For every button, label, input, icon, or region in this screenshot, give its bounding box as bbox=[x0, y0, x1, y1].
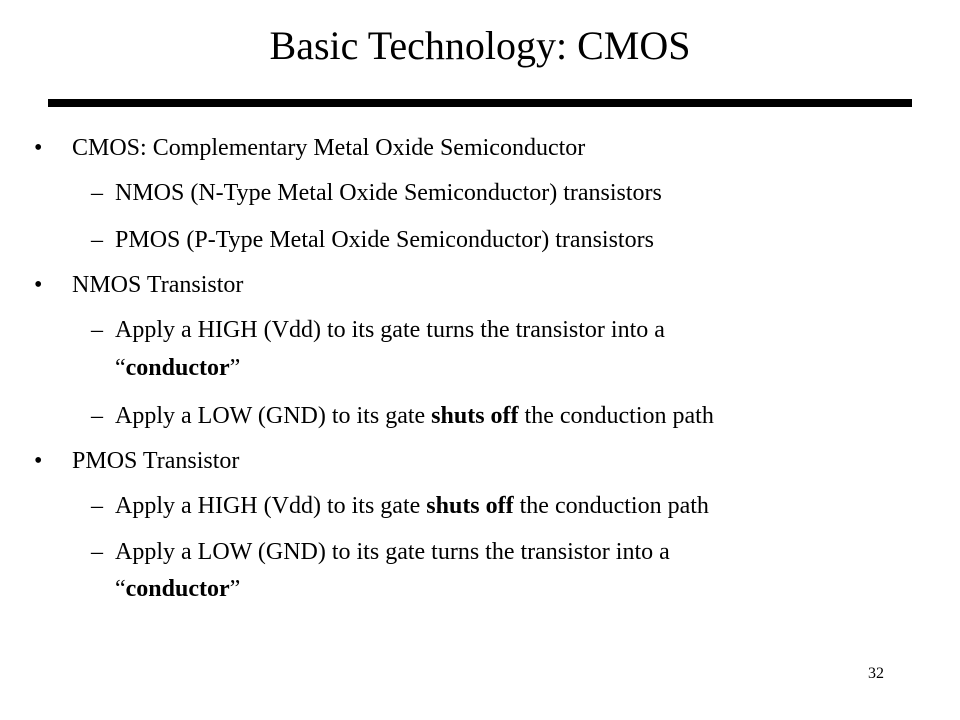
sub-bullet-pmos-high bbox=[115, 490, 709, 522]
dash-glyph: – bbox=[91, 317, 103, 343]
dash-glyph: – bbox=[91, 227, 103, 253]
bullet-pmos-transistor: PMOS Transistor bbox=[72, 448, 240, 474]
sub-bullet-nmos-low bbox=[115, 400, 714, 432]
emphasis-shuts-off: shuts off bbox=[431, 403, 519, 429]
sub-bullet-text-pre: Apply a LOW (GND) to its gate bbox=[115, 403, 432, 429]
bullet-glyph: • bbox=[34, 135, 43, 161]
sub-bullet-text: Apply a LOW (GND) to its gate turns the transistor into a bbox=[115, 539, 670, 565]
bullet-nmos-transistor: NMOS Transistor bbox=[72, 272, 244, 298]
sub-bullet-text-post: the conduction path bbox=[518, 403, 714, 429]
slide-title: Basic Technology: CMOS bbox=[269, 23, 691, 68]
sub-bullet-text-pre: Apply a HIGH (Vdd) to its gate bbox=[115, 493, 427, 519]
sub-bullet-pmos-low-cont bbox=[115, 573, 240, 605]
sub-bullet-nmos-transistors: NMOS (N-Type Metal Oxide Semiconductor) transistors bbox=[115, 180, 662, 206]
open-quote: “ bbox=[115, 576, 126, 602]
close-quote: ” bbox=[229, 355, 241, 381]
sub-bullet-text: Apply a HIGH (Vdd) to its gate turns the transistor into a bbox=[115, 317, 665, 343]
bullet-cmos: CMOS: Complementary Metal Oxide Semiconductor bbox=[72, 135, 586, 161]
emphasis-conductor: conductor bbox=[125, 576, 230, 602]
dash-glyph: – bbox=[91, 539, 103, 565]
dash-glyph: – bbox=[91, 493, 103, 519]
emphasis-shuts-off: shuts off bbox=[426, 493, 514, 519]
page-number: 32 bbox=[868, 665, 884, 682]
close-quote: ” bbox=[229, 576, 241, 602]
sub-bullet-text-post: the conduction path bbox=[513, 493, 709, 519]
bullet-glyph: • bbox=[34, 272, 43, 298]
emphasis-conductor: conductor bbox=[125, 355, 230, 381]
sub-bullet-pmos-transistors: PMOS (P-Type Metal Oxide Semiconductor) transistors bbox=[115, 227, 654, 253]
bullet-glyph: • bbox=[34, 448, 43, 474]
dash-glyph: – bbox=[91, 180, 103, 206]
sub-bullet-nmos-high-cont bbox=[115, 352, 240, 384]
open-quote: “ bbox=[115, 355, 126, 381]
dash-glyph: – bbox=[91, 403, 103, 429]
sub-bullet-pmos-low bbox=[115, 536, 670, 568]
sub-bullet-nmos-high bbox=[115, 314, 665, 346]
